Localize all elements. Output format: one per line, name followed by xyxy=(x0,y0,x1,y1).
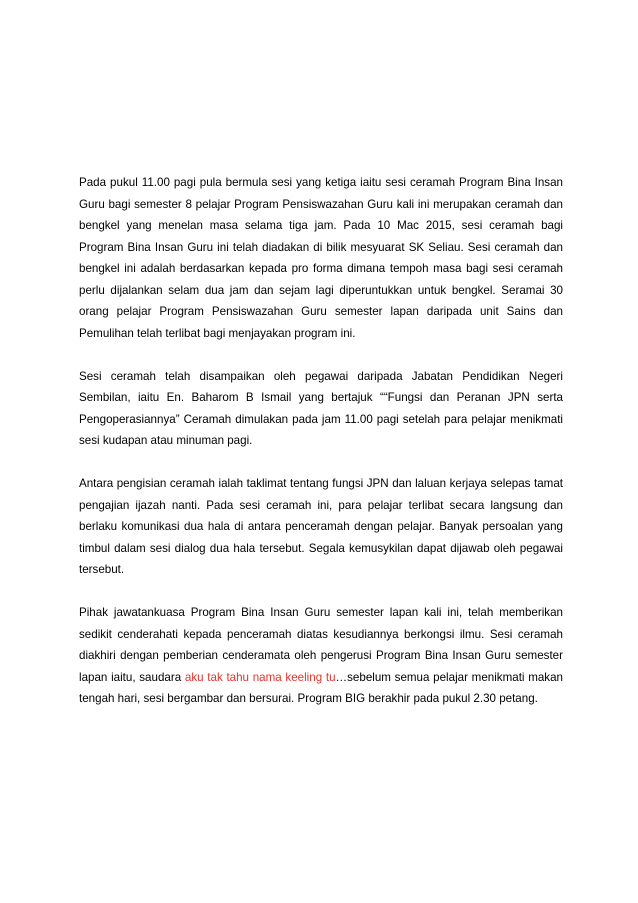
paragraph-4 xyxy=(79,602,563,710)
document-body xyxy=(79,172,563,710)
highlighted-placeholder-name: aku tak tahu nama keeling tu xyxy=(184,670,336,684)
paragraph-2: Sesi ceramah telah disampaikan oleh pegawai daripada Jabatan Pendidikan Negeri Sembilan, iaitu En. Baharom B Ismail yang bertajuk ““Fungsi dan Peranan JPN serta Pengoperasiannya” Ceramah dimulakan pada jam 11.00 pagi setelah para pelajar menikmati sesi kudapan atau minuman pagi. xyxy=(79,369,563,447)
paragraph-4-text-after: …sebelum semua pelajar menikmati makan tengah hari, sesi bergambar dan bersurai. Program BIG berakhir pada pukul 2.30 petang. xyxy=(79,670,563,705)
paragraph-3: Antara pengisian ceramah ialah taklimat tentang fungsi JPN dan laluan kerjaya selepas tamat pengajian ijazah nanti. Pada sesi ceramah ini, para pelajar terlibat secara langsung dan berlaku komunikasi dua hala di antara penceramah dengan pelajar. Banyak persoalan yang timbul dalam sesi dialog dua hala tersebut. Segala kemusykilan dapat dijawab oleh pegawai tersebut. xyxy=(79,477,563,576)
paragraph-4-text-before: Pihak jawatankuasa Program Bina Insan Guru semester lapan kali ini, telah memberikan sedikit cenderahati kepada penceramah diatas kesudiannya berkongsi ilmu. Sesi ceramah diakhiri dengan pemberian cenderamata oleh pengerusi Program Bina Insan Guru semester lapan iaitu, saudara xyxy=(79,606,563,684)
paragraph-1: Pada pukul 11.00 pagi pula bermula sesi yang ketiga iaitu sesi ceramah Program Bina Insan Guru bagi semester 8 pelajar Program Pensiswazahan Guru kali ini merupakan ceramah dan bengkel yang menelan masa selama tiga jam. Pada 10 Mac 2015, sesi ceramah bagi Program Bina Insan Guru ini telah diadakan di bilik mesyuarat SK Seliau. Sesi ceramah dan bengkel ini adalah berdasarkan kepada pro forma dimana tempoh masa bagi sesi ceramah perlu dijalankan selam dua jam dan sejam lagi diperuntukkan untuk bengkel. Seramai 30 orang pelajar Program Pensiswazahan Guru semester lapan daripada unit Sains dan Pemulihan telah terlibat bagi menjayakan program ini. xyxy=(79,176,563,340)
